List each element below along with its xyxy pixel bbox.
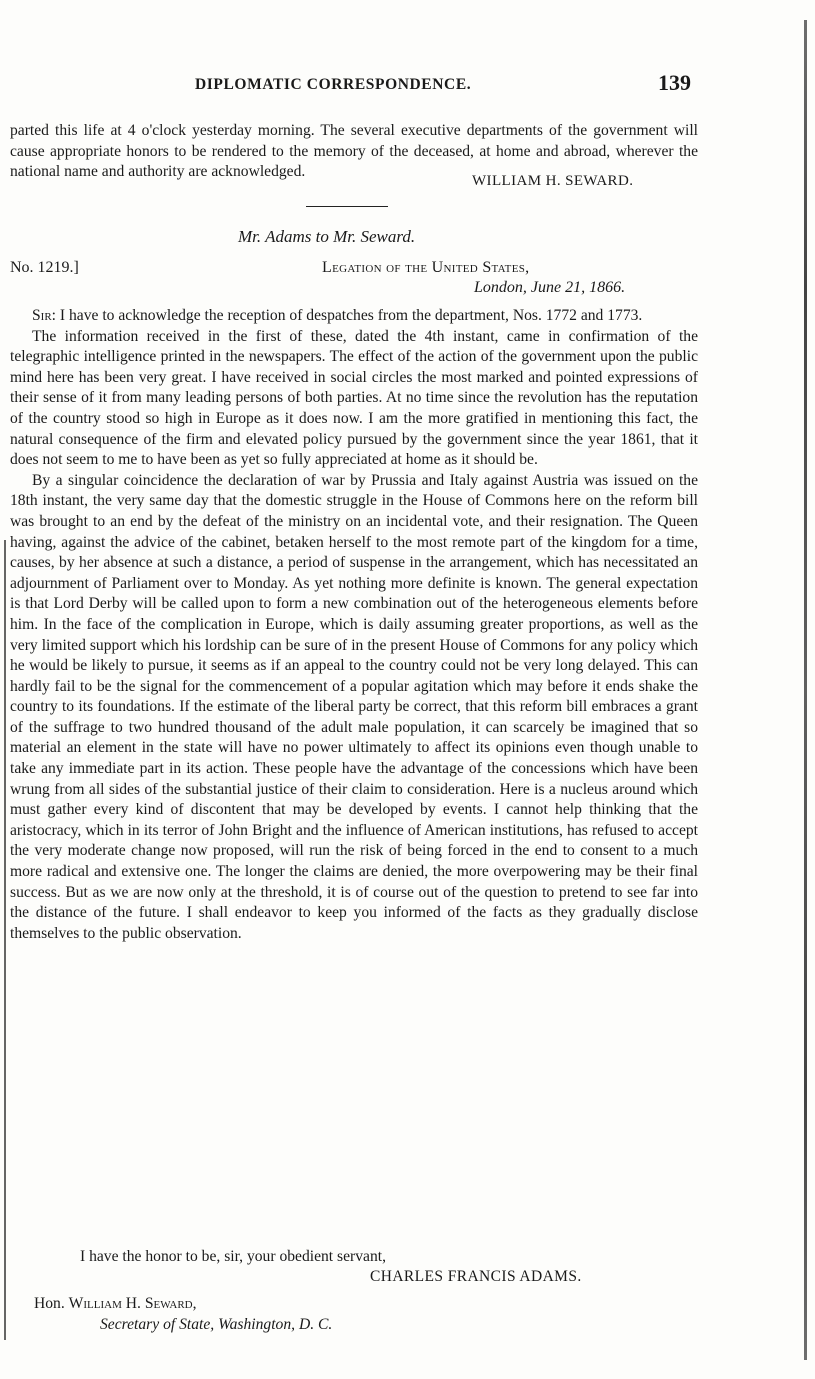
- running-head: DIPLOMATIC CORRESPONDENCE.: [195, 76, 472, 93]
- dateline: [474, 279, 625, 297]
- signature-seward: WILLIAM H. SEWARD.: [472, 173, 634, 189]
- salutation: Sir:: [32, 307, 57, 324]
- letter-paragraph-1: [10, 306, 698, 327]
- legation-heading: Legation of the United States,: [322, 259, 530, 276]
- section-divider: [306, 206, 388, 207]
- despatch-number: No. 1219.]: [10, 259, 79, 276]
- signature-adams: CHARLES FRANCIS ADAMS.: [370, 1268, 582, 1285]
- paragraph-1-text: I have to acknowledge the reception of despatches from the department, Nos. 1772 and 1773.: [59, 307, 643, 324]
- page-number: 139: [658, 70, 691, 95]
- scan-edge-right: [804, 20, 807, 1360]
- scan-edge-left: [4, 540, 6, 1340]
- dateline-date: June 21, 1866.: [530, 279, 626, 296]
- letter-title: Mr. Adams to Mr. Seward.: [238, 227, 416, 246]
- addressee: [34, 1295, 197, 1313]
- closing-line: I have the honor to be, sir, your obedient servant,: [80, 1248, 386, 1265]
- addressee-title: Secretary of State, Washington, D. C.: [100, 1316, 333, 1333]
- letter-body: [10, 306, 698, 944]
- continued-paragraph: parted this life at 4 o'clock yesterday morning. The several executive departments of the government will cause appropriate honors to be rendered to the memory of the deceased, at home and abroad, wherever the national name and authority are acknowledged.: [10, 122, 698, 181]
- letter-paragraph-2: The information received in the first of these, dated the 4th instant, came in confirmation of the telegraphic intelligence printed in the newspapers. The effect of the action of the government upon the public mind here has been very great. I have received in social circles the most marked and pointed expressions of their sense of it from many leading persons of both parties. At no time since the revolution has the reputation of the country stood so high in Europe as it does now. I am the more gratified in mentioning this fact, the natural consequence of the firm and elevated policy pursued by the government since the year 1861, that it does not seem to me to have been as yet so fully appreciated at home as it should be.: [10, 327, 698, 469]
- addressee-name: William H. Seward,: [68, 1295, 197, 1312]
- dateline-place: London,: [474, 279, 527, 296]
- letter-paragraph-3: By a singular coincidence the declaration of war by Prussia and Italy against Austria was issued on the 18th instant, the very same day that the domestic struggle in the House of Commons here on the reform bill was brought to an end by the defeat of the ministry on an incidental vote, and their resignation. The Queen having, against the advice of the cabinet, betaken herself to the most remote part of the kingdom for a time, causes, by her absence at such a distance, a period of suspense in the arrangement, which has necessitated an adjournment of Parliament over to Monday. As yet nothing more definite is known. The general expectation is that Lord Derby will be called upon to form a new combination out of the heterogeneous elements before him. In the face of the complication in Europe, which is daily assuming greater proportions, as well as the very limited support which his lordship can be sure of in the present House of Commons for any policy which he would be likely to pursue, it seems as if an appeal to the country could not be very long delayed. This can hardly fail to be the signal for the commencement of a popular agitation which may before it ends shake the country to its foundations. If the estimate of the liberal party be correct, that this reform bill embraces a grant of the suffrage to two hundred thousand of the adult male population, it can scarcely be imagined that so material an element in the state will have no power ultimately to affect its opinions even though unable to take any immediate part in its action. These people have the advantage of the concessions which have been wrung from all sides of the substantial justice of their claim to consideration. Here is a nucleus around which must gather every kind of discontent that may be developed by events. I cannot help thinking that the aristocracy, which in its terror of John Bright and the influence of American institutions, has refused to accept the very moderate change now proposed, will run the risk of being forced in the end to consent to a much more radical and extensive one. The longer the claims are denied, the more overpowering may be their final success. But as we are now only at the threshold, it is of course out of the question to pretend to see far into the distance of the future. I shall endeavor to keep you informed of the facts as they gradually disclose themselves to the public observation.: [10, 471, 698, 942]
- addressee-prefix: Hon.: [34, 1295, 65, 1312]
